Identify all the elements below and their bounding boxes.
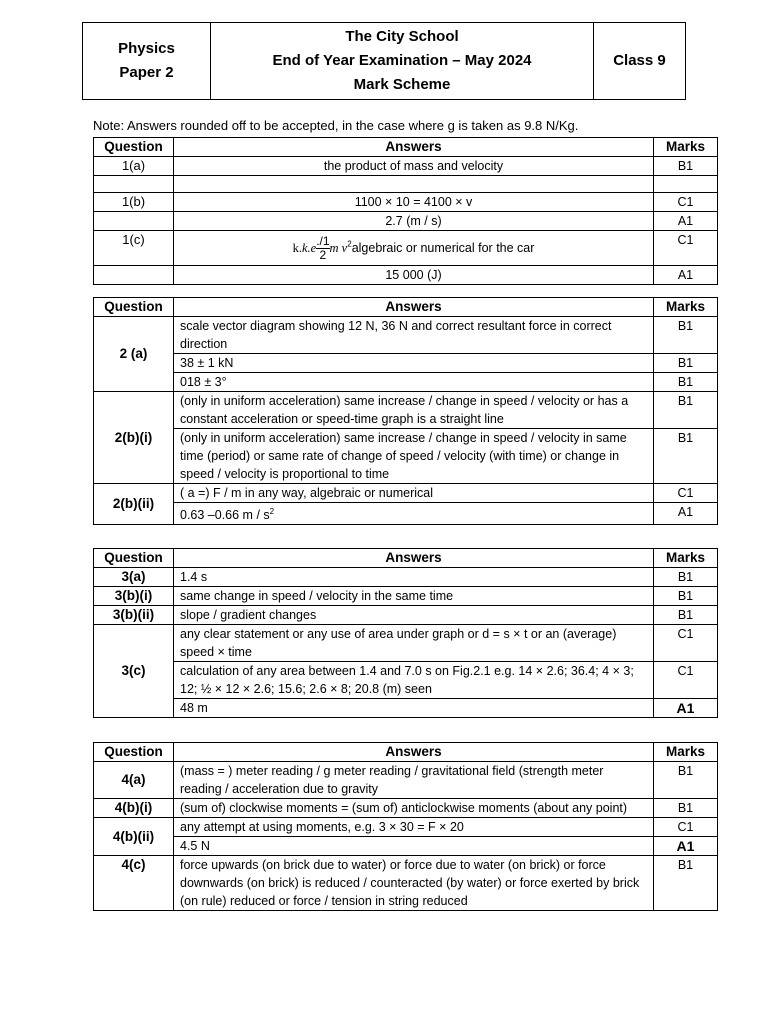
table-header-row <box>94 549 718 568</box>
title-cell <box>211 23 594 100</box>
mark-value: B1 <box>654 606 718 625</box>
question-3-table <box>93 548 718 718</box>
table-row <box>94 818 718 837</box>
column-header-marks: Marks <box>654 298 718 317</box>
table-row <box>94 354 718 373</box>
question-1-table <box>93 137 718 285</box>
answer-text: 4.5 N <box>174 837 654 856</box>
question-number: 3(a) <box>94 568 174 587</box>
answer-text: force upwards (on brick due to water) or force due to water (on brick) or force downwards (on brick) is reduced / counteracted (by water) or force exerted by brick (on rule) reduced or force / tension in string reduced <box>174 856 654 911</box>
column-header-question: Question <box>94 549 174 568</box>
table-row <box>94 699 718 718</box>
answer-text: ( a =) F / m in any way, algebraic or numerical <box>174 484 654 503</box>
column-header-answers: Answers <box>174 298 654 317</box>
answer-text: (only in uniform acceleration) same increase / change in speed / velocity or has a constant acceleration or speed-time graph is a straight line <box>174 392 654 429</box>
answer-text: 1100 × 10 = 4100 × v <box>174 193 654 212</box>
question-number: 4(b)(ii) <box>94 818 174 856</box>
table-row <box>94 837 718 856</box>
mark-value: B1 <box>654 354 718 373</box>
header-table <box>82 22 686 100</box>
question-number: 2 (a) <box>94 317 174 392</box>
column-header-answers: Answers <box>174 743 654 762</box>
table-header-row <box>94 298 718 317</box>
question-number: 1(a) <box>94 157 174 176</box>
table-row <box>94 625 718 662</box>
mark-value: A1 <box>654 837 718 856</box>
table-row <box>94 317 718 354</box>
mark-value: B1 <box>654 587 718 606</box>
column-header-marks: Marks <box>654 138 718 157</box>
answer-text: (only in uniform acceleration) same increase / change in speed / velocity in same time (period) or same rate of change of speed / velocity (with time) or change in speed / velocity is proportional to time <box>174 429 654 484</box>
table-header-row <box>94 138 718 157</box>
mark-value: B1 <box>654 568 718 587</box>
mark-value: A1 <box>654 212 718 231</box>
column-header-marks: Marks <box>654 549 718 568</box>
column-header-question: Question <box>94 743 174 762</box>
table-row <box>94 762 718 799</box>
answer-text: 018 ± 3° <box>174 373 654 392</box>
answer-text: 48 m <box>174 699 654 718</box>
table-row <box>94 587 718 606</box>
table-row <box>94 856 718 911</box>
column-header-question: Question <box>94 138 174 157</box>
answer-text: 15 000 (J) <box>174 266 654 285</box>
mark-value: B1 <box>654 856 718 911</box>
answer-text: (mass = ) meter reading / g meter reading / gravitational field (strength meter reading / acceleration due to gravity <box>174 762 654 799</box>
question-number: 3(c) <box>94 625 174 718</box>
answer-text: any clear statement or any use of area under graph or d = s × t or an (average) speed × time <box>174 625 654 662</box>
mark-value: C1 <box>654 231 718 266</box>
table-header-row <box>94 743 718 762</box>
mark-value: C1 <box>654 662 718 699</box>
mark-value: A1 <box>654 503 718 525</box>
column-header-answers: Answers <box>174 138 654 157</box>
column-header-answers: Answers <box>174 549 654 568</box>
question-4-table <box>93 742 718 911</box>
question-number: 4(a) <box>94 762 174 799</box>
mark-value: B1 <box>654 157 718 176</box>
mark-value: C1 <box>654 484 718 503</box>
mark-value: B1 <box>654 799 718 818</box>
mark-value: C1 <box>654 818 718 837</box>
question-number: 1(c) <box>94 231 174 266</box>
table-row <box>94 266 718 285</box>
column-header-marks: Marks <box>654 743 718 762</box>
answer-text: slope / gradient changes <box>174 606 654 625</box>
ke-label: k.k.e <box>292 240 317 255</box>
paper-label: Paper 2 <box>119 64 174 81</box>
table-row <box>94 392 718 429</box>
table-row <box>94 484 718 503</box>
mark-value: C1 <box>654 193 718 212</box>
column-header-question: Question <box>94 298 174 317</box>
fraction: $\frac{./1}{2}$ <box>316 233 330 262</box>
question-number: 4(c) <box>94 856 174 911</box>
answer-text: 2.7 (m / s) <box>174 212 654 231</box>
table-row <box>94 429 718 484</box>
answer-text: the product of mass and velocity <box>174 157 654 176</box>
mark-value: A1 <box>654 699 718 718</box>
answer-text: 1.4 s <box>174 568 654 587</box>
table-row <box>94 662 718 699</box>
question-number: 3(b)(i) <box>94 587 174 606</box>
table-row <box>94 606 718 625</box>
table-row <box>94 799 718 818</box>
table-row <box>94 212 718 231</box>
mark-value: B1 <box>654 762 718 799</box>
answer-formula: k.k.e $\frac{./1}{2}$ m $v^2algebraic$ or numerical for the car <box>174 231 654 266</box>
subject-cell <box>83 23 211 100</box>
answer-text: same change in speed / velocity in the same time <box>174 587 654 606</box>
question-number: 1(b) <box>94 193 174 212</box>
table-row <box>94 503 718 525</box>
question-number: 3(b)(ii) <box>94 606 174 625</box>
subject-label: Physics <box>118 40 175 57</box>
table-row <box>94 157 718 176</box>
formula-note: algebraic or numerical for the car <box>351 240 535 255</box>
question-2-table <box>93 297 718 525</box>
answer-text: (sum of) clockwise moments = (sum of) anticlockwise moments (about any point) <box>174 799 654 818</box>
answer-text: 0.63 –0.66 m / $s^2$ <box>174 503 654 525</box>
exam-title: End of Year Examination – May 2024 <box>272 52 532 69</box>
mark-value: A1 <box>654 266 718 285</box>
answer-text: any attempt at using moments, e.g. 3 × 30 = F × 20 <box>174 818 654 837</box>
mark-value: B1 <box>654 429 718 484</box>
answer-text: scale vector diagram showing 12 N, 36 N and correct resultant force in correct direction <box>174 317 654 354</box>
mark-value: B1 <box>654 392 718 429</box>
class-cell <box>594 23 686 100</box>
table-row <box>94 568 718 587</box>
spacer-row <box>94 176 718 193</box>
table-row <box>94 193 718 212</box>
table-row <box>94 373 718 392</box>
table-row <box>94 231 718 266</box>
scheme-title: Mark Scheme <box>353 76 451 93</box>
answer-text: 38 ± 1 kN <box>174 354 654 373</box>
class-label: Class 9 <box>613 52 666 69</box>
question-number: 2(b)(ii) <box>94 484 174 525</box>
note-text: Note: Answers rounded off to be accepted, in the case where g is taken as 9.8 N/Kg. <box>93 118 579 133</box>
answer-text: calculation of any area between 1.4 and 7.0 s on Fig.2.1 e.g. 14 × 2.6; 36.4; 4 × 3; 12; ½ × 12 × 2.6; 15.6; 2.6 × 8; 20.8 (m) seen <box>174 662 654 699</box>
mark-value: C1 <box>654 625 718 662</box>
school-name: The City School <box>345 28 459 45</box>
mark-value: B1 <box>654 373 718 392</box>
question-number: 4(b)(i) <box>94 799 174 818</box>
mark-value: B1 <box>654 317 718 354</box>
question-number: 2(b)(i) <box>94 392 174 484</box>
